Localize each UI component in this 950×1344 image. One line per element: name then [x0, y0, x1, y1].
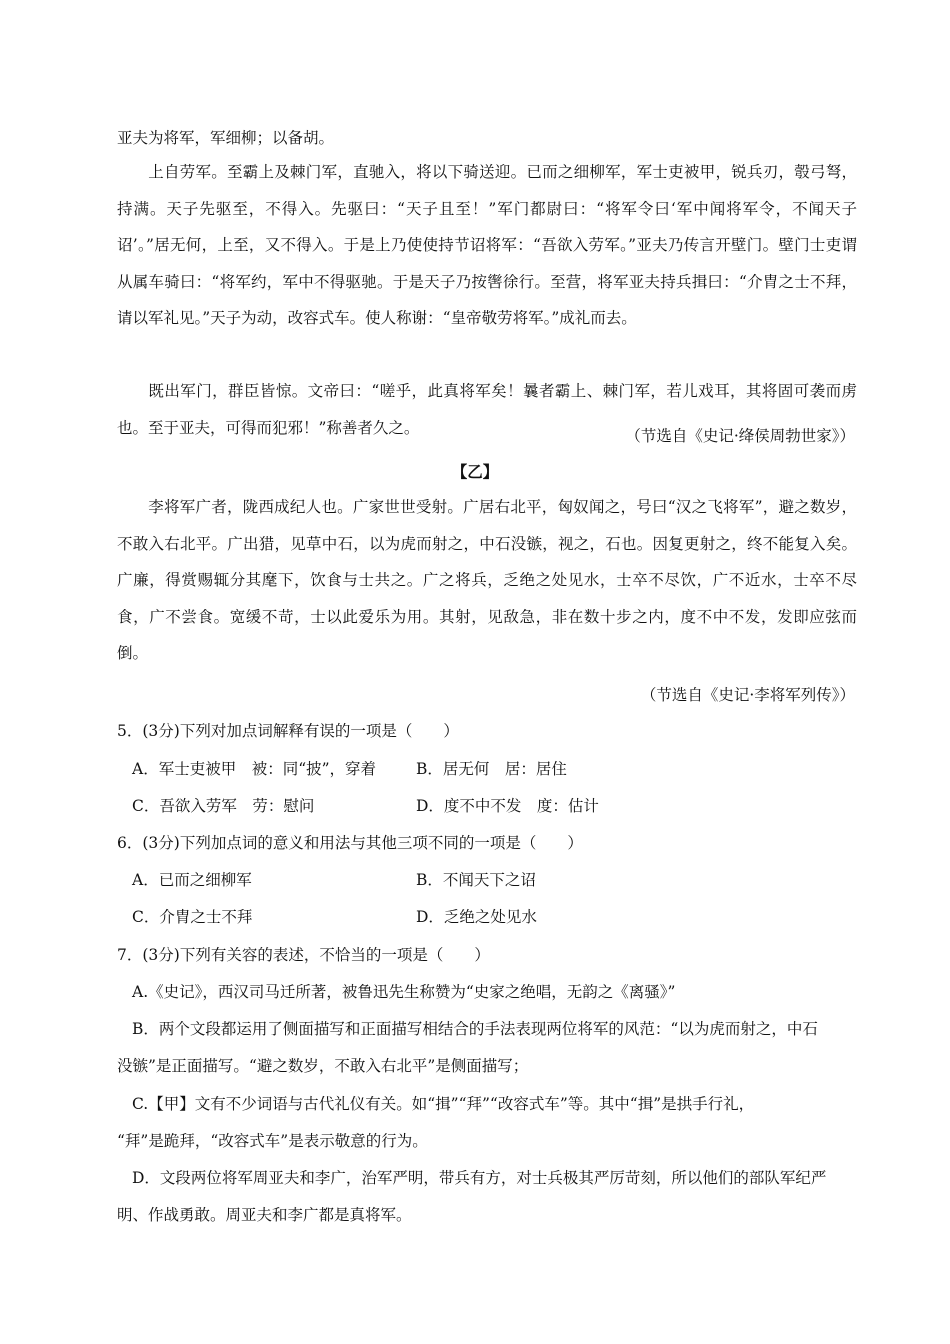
question-7-option-a: A.《史记》，西汉司马迁所著，被鲁迅先生称赞为“史家之绝唱，无韵之《离骚》”	[132, 983, 676, 1001]
passage-jia-para1-text: 上自劳军。至霸上及棘门军，直驰入，将以下骑送迎。已而之细柳军，军士吏被甲，锐兵刃，彀弓弩，持满。天子先驱至，不得入。先驱曰：“天子且至！”军门都尉曰：“将军令曰‘军中闻将军令，不闻天子诏’。”居无何，上至，又不得入。于是上乃使使持节诏将军：“吾欲入劳军。”亚夫乃传言开壁门。壁门士吏谓从属车骑曰：“将军约，军中不得驱驰。于是天子乃按辔徐行。至营，将军亚夫持兵揖曰：“介胄之士不拜，请以军礼见。”天子为动，改容式车。使人称谢：“皇帝敬劳将军。”成礼而去。	[117, 163, 857, 328]
passage-jia-para2-text: 既出军门，群臣皆惊。文帝曰：“嗟乎，此真将军矣！曩者霸上、棘门军，若儿戏耳，其将固可袭而虏也。至于亚夫，可得而犯邪！”称善者久之。	[117, 382, 857, 437]
question-6-option-a: A．已而之细柳军	[132, 871, 252, 889]
question-7-option-c-line2: “拜”是跪拜，“改容式车”是表示敬意的行为。	[117, 1132, 428, 1150]
question-7-option-b-line2: 没镞”是正面描写。“避之数岁，不敢入右北平”是侧面描写；	[117, 1057, 529, 1075]
question-5-option-c: C．吾欲入劳军 劳：慰问	[132, 797, 315, 815]
passage-jia-source: （节选自《史记·绛侯周勃世家》）	[625, 427, 855, 445]
passage-yi-heading: 【乙】	[451, 462, 499, 481]
question-6-option-b: B．不闻天下之诏	[416, 871, 536, 889]
question-7-option-b-line1: B．两个文段都运用了侧面描写和正面描写相结合的手法表现两位将军的风范：“以为虎而射之，中石	[132, 1020, 818, 1038]
question-5-option-a: A．军士吏被甲 被：同“披”，穿着	[132, 760, 377, 778]
passage-yi-para1	[117, 489, 857, 672]
question-7-option-c-line1: C.【甲】文有不少词语与古代礼仪有关。如“揖”“拜”“改容式车”等。其中“揖”是拱手行礼，	[132, 1095, 755, 1113]
question-7-option-d-line1: D．文段两位将军周亚夫和李广，治军严明，带兵有方，对士兵极其严厉苛刻，所以他们的部队军纪严	[132, 1169, 827, 1187]
question-5-option-d: D．度不中不发 度：估计	[416, 797, 599, 815]
question-7-stem: 7．(3分)下列有关容的表述，不恰当的一项是（ ）	[117, 946, 490, 964]
passage-jia-para1	[117, 154, 857, 337]
question-6-option-c: C．介胄之士不拜	[132, 908, 253, 926]
passage-yi-para1-text: 李将军广者，陇西成纪人也。广家世世受射。广居右北平，匈奴闻之，号曰“汉之飞将军”，避之数岁，不敢入右北平。广出猎，见草中石，以为虎而射之，中石没镞，视之，石也。因复更射之，终不能复入矣。广廉，得赏赐辄分其麾下，饮食与士共之。广之将兵，乏绝之处见水，士卒不尽饮，广不近水，士卒不尽食，广不尝食。宽缓不苛，士以此爱乐为用。其射，见敌急，非在数十步之内，度不中不发，发即应弦而倒。	[117, 498, 857, 663]
question-6-stem: 6．(3分)下列加点词的意义和用法与其他三项不同的一项是（ ）	[117, 834, 583, 852]
passage-yi-source: （节选自《史记·李将军列传》）	[640, 686, 855, 704]
question-7-option-d-line2: 明、作战勇敢。周亚夫和李广都是真将军。	[117, 1206, 412, 1224]
question-6-option-d: D．乏绝之处见水	[416, 908, 537, 926]
question-5-stem: 5．(3分)下列对加点词解释有误的一项是（ ）	[117, 722, 459, 740]
question-5-option-b: B．居无何 居：居住	[416, 760, 567, 778]
passage-jia-line1: 亚夫为将军，军细柳；以备胡。	[117, 129, 335, 147]
